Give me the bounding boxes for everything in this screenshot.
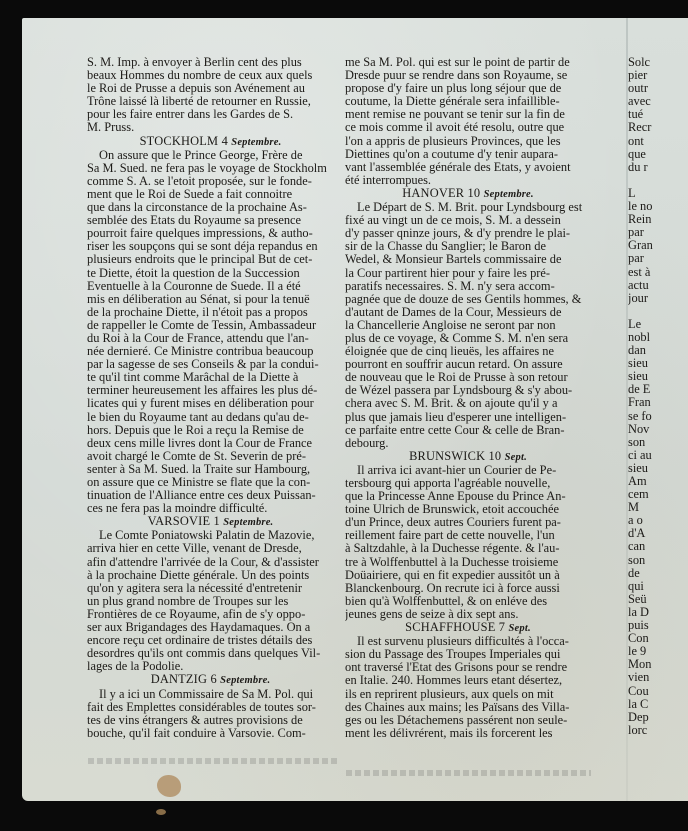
text-line: pourroit faire quelques impressions, & autho-	[87, 227, 313, 241]
text-line: ment que le Roi de Suede a fait connoitre	[87, 187, 293, 201]
text-line: Le Comte Poniatowski Palatin de Mazovie,	[99, 529, 315, 543]
text-line: en Italie. 240. Hommes leurs etant désertez,	[345, 674, 563, 688]
text-line: Frontières de ce Royaume, afin de s'y oppo-	[87, 607, 306, 621]
text-fragment: se fo	[628, 409, 652, 423]
text-fragment: que	[628, 147, 646, 161]
text-line: S. M. Imp. à envoyer à Berlin cent des plus	[87, 56, 302, 69]
dateline-varsovie	[87, 515, 334, 529]
text-line: de la prochaine Diette, il n'étoit pas a propos	[87, 305, 308, 319]
text-line: comme S. A. se l'etoit proposée, sur le fonde-	[87, 174, 312, 188]
text-line: d'un Prince, deux autres Couriers furent pa-	[345, 516, 561, 530]
ink-bleed-through	[346, 770, 591, 776]
text-fragment: par	[628, 252, 644, 266]
text-fragment: pier	[628, 69, 648, 83]
text-line: Il arriva ici avant-hier un Courier de Pe-	[357, 463, 557, 477]
water-stain	[157, 775, 181, 797]
text-line: Diettines qu'on a coutume d'y tenir aupara-	[345, 147, 558, 161]
text-fragment: de	[628, 566, 640, 580]
text-line: propose d'y faire un plus long séjour que de	[345, 82, 562, 96]
text-line: de Wézel passera par Lyndsbourg & s'y abou-	[345, 384, 573, 398]
text-line: bien qu'à Wolffenbuttel, & on enléve des	[345, 594, 548, 608]
text-line: On assure que le Prince George, Frère de	[99, 148, 303, 162]
text-line: ces ne fera pas la moindre difficulté.	[87, 502, 268, 516]
right-column-clipped	[628, 56, 688, 737]
text-line: fait des Emplettes considérables de toutes sor-	[87, 700, 316, 714]
dateline-stockholm	[87, 135, 334, 149]
text-fragment: Rein	[628, 213, 652, 227]
text-fragment: du r	[628, 160, 648, 174]
dateline-city: STOCKHOLM 4	[139, 133, 228, 148]
dateline-city: SCHAFFHOUSE 7	[405, 620, 506, 635]
text-fragment: ont	[628, 134, 644, 148]
text-line: éloignée que de cinq lieuës, les affaires ne	[345, 345, 554, 359]
article-schaffhouse	[345, 635, 591, 740]
text-line: M. Pruss.	[87, 121, 135, 135]
text-line: Trône laissé là liberté de retourner en Russie,	[87, 95, 311, 109]
text-fragment: outr	[628, 82, 648, 96]
dateline-city: BRUNSWICK 10	[409, 448, 502, 463]
text-line: ges ou les Détachemens passérent non seule-	[345, 713, 568, 727]
text-line: desordres qu'ils ont commis dans quelques Vil-	[87, 647, 321, 661]
text-fragment: Solc	[628, 56, 651, 69]
text-line: d'y passer qninze jours, & d'y prendre le plai-	[345, 227, 571, 241]
text-line: deux cens mille livres dont la Cour de France	[87, 436, 313, 450]
text-line: Blanckenbourg. On recrute ici à force aussi	[345, 581, 560, 595]
text-line: des Chaines aux mains; les Païsans des Villa-	[345, 700, 570, 714]
text-line: semblée des Etats du Royaume sa presence	[87, 214, 302, 228]
opening-paragraph	[87, 56, 334, 135]
water-stain-small	[156, 809, 166, 815]
text-line: d'autant de Dames de la Cour, Messieurs de	[345, 305, 562, 319]
text-line: un plus grand nombre de Troupes sur les	[87, 594, 289, 608]
dateline-month: Sept.	[504, 451, 527, 463]
text-line: ce mois comme il avoit été resolu, outre que	[345, 121, 565, 135]
text-line: Doüairiere, qui en fit expedier aussitôt un à	[345, 568, 560, 582]
text-line: riser les soupçons qui se sont déja repandus en	[87, 240, 318, 254]
text-line: que la Princesse Anne Epouse du Prince An-	[345, 490, 566, 504]
dateline-month: Septembre.	[220, 675, 271, 687]
text-line: née dernieré. Ce Ministre contribua beaucoup	[87, 345, 314, 359]
text-line: me Sa M. Pol. qui est sur le point de partir de	[345, 56, 570, 69]
text-line: ser aux Brigandages des Haydamaques. On a	[87, 621, 311, 635]
text-line: mis en déliberation au Sénat, si pour la tenuë	[87, 292, 310, 306]
text-line: Il est survenu plusieurs difficultés à l'occa-	[357, 635, 569, 649]
text-line: terminer heureusement les affaires les plus dé-	[87, 384, 318, 398]
text-fragment: Fran	[628, 396, 651, 410]
text-line: l'on a appris de plusieurs Provinces, que les	[345, 134, 561, 148]
text-line: Il y a ici un Commissaire de Sa M. Pol. qui	[99, 687, 314, 701]
text-fragment: son	[628, 435, 646, 449]
text-fragment: la C	[628, 697, 649, 711]
dateline-month: Septembre.	[483, 188, 534, 200]
text-line: beaux Hommes du nombre de ceux aux quels	[87, 69, 313, 83]
text-fragment: Mon	[628, 658, 652, 672]
text-line: ce parfaite entre cette Cour & celle de Bran-	[345, 423, 565, 437]
paragraph-gap	[628, 305, 688, 318]
text-fragment: Am	[628, 475, 647, 488]
text-fragment: le no	[628, 200, 653, 214]
text-fragment: Nov	[628, 422, 650, 436]
text-line: reillement faire part de cette nouvelle, l'un	[345, 529, 555, 543]
text-line: pour les faire entrer dans les Gardes de S.	[87, 108, 294, 122]
text-line: le bien du Royaume tant au dedans qu'au de-	[87, 410, 309, 424]
text-fragment: la D	[628, 605, 649, 619]
text-line: plus que jamais lieu d'esperer une intelligen-	[345, 410, 567, 424]
text-line: tre à Wolffenbuttel à la Duchesse troisieme	[345, 555, 559, 569]
middle-column	[345, 56, 591, 740]
text-line: été interrompues.	[345, 173, 432, 187]
left-column	[87, 56, 334, 740]
text-line: à Saltzdahle, à la Duchesse régente. & l'au-	[345, 542, 560, 556]
dateline-city: HANOVER 10	[402, 185, 481, 200]
dateline-month: Septembre.	[223, 517, 274, 529]
text-line: avoit chargé le Comte de St. Severin de pré-	[87, 449, 306, 463]
article-dantzig	[87, 688, 334, 740]
text-fragment: de E	[628, 383, 651, 397]
text-line: de rappeller le Comte de Tessin, Ambassadeur	[87, 318, 317, 332]
text-line: fixé au vingt un de ce mois, S. M. a dessein	[345, 214, 561, 228]
text-fragment: puis	[628, 619, 649, 633]
text-line: sir de la Chasse du Sanglier; le Baron de	[345, 240, 546, 254]
text-fragment: cem	[628, 488, 649, 502]
text-line: le Roi de Prusse a depuis son Avénement au	[87, 82, 305, 96]
text-line: bouche, qu'il fait conduire à Varsovie. Com-	[87, 726, 306, 740]
text-line: qu'on y agitera sera la nécessité d'entretenir	[87, 581, 303, 595]
text-fragment: d'A	[628, 527, 646, 541]
text-fragment: vien	[628, 671, 650, 685]
text-line: plusieurs endroits que le principal But de cet-	[87, 253, 313, 267]
text-line: la Cour partirent hier pour y faire les pré-	[345, 266, 551, 280]
text-fragment: M	[628, 501, 640, 515]
text-fragment: jour	[628, 291, 648, 305]
text-line: tinuation de l'Alliance entre ces deux Puissan-	[87, 489, 316, 503]
text-line: paratifs necessaires. S. M. n'y sera accom-	[345, 279, 555, 293]
dateline-city: VARSOVIE 1	[147, 514, 220, 529]
text-fragment: avec	[628, 95, 651, 109]
text-line: Dresde puur se rendre dans son Royaume, se	[345, 69, 568, 83]
paragraph-gap	[628, 174, 688, 187]
text-line: debourg.	[345, 436, 389, 450]
text-line: lages de la Podolie.	[87, 660, 184, 674]
text-line: chera avec S. M. Brit. & on ajoute qu'il y a	[345, 397, 558, 411]
text-line: hors. Depuis que le Roi a reçu la Remise de	[87, 423, 304, 437]
text-fragment: sieu	[628, 370, 648, 384]
text-line: la Chancellerie Angloise ne seront par non	[345, 318, 556, 332]
text-fragment: can	[628, 540, 646, 554]
text-line: ment remise ne pouvant se tenir sur la fin de	[345, 108, 565, 122]
text-line: que dans la circonstance de la prochaine As-	[87, 201, 307, 215]
dateline-brunswick	[345, 450, 591, 464]
text-line: à la prochaine Diette générale. Un des points	[87, 568, 310, 582]
text-fragment: a o	[628, 514, 643, 528]
text-fragment: Dep	[628, 710, 649, 724]
text-line: ment les délivrérent, mais ils forcerent les	[345, 726, 553, 740]
text-line: te qu'il tint comme Marâchal de la Diette à	[87, 371, 299, 385]
article-stockholm	[87, 149, 334, 516]
text-fragment: sieu	[628, 357, 648, 371]
text-line: afin d'attendre l'arrivée de la Cour, & d'assister	[87, 555, 319, 569]
ink-bleed-through	[88, 758, 338, 764]
text-line: pourront en souffrir aucun retard. On assure	[345, 358, 563, 372]
text-fragment: Cou	[628, 684, 649, 698]
text-fragment: Con	[628, 632, 649, 646]
text-line: plus de ce voyage, & Comme S. M. n'en sera	[345, 331, 569, 345]
text-fragment: nobl	[628, 330, 651, 344]
text-line: jeunes gens de seize à dix sept ans.	[345, 607, 519, 621]
dateline-month: Sept.	[508, 623, 531, 635]
text-fragment: Le	[628, 317, 642, 331]
text-fragment: Gran	[628, 239, 653, 253]
continued-paragraph	[345, 56, 591, 187]
text-fragment: Recr	[628, 121, 652, 135]
text-line: sion du Passage des Troupes Imperiales qui	[345, 648, 561, 662]
text-line: arriva hier en cette Ville, venant de Dresde,	[87, 542, 302, 556]
text-fragment: lorc	[628, 723, 648, 737]
text-line: Le Départ de S. M. Brit. pour Lyndsbourg est	[357, 201, 583, 215]
text-line: Sa M. Sued. ne fera pas le voyage de Stockholm	[87, 161, 327, 175]
text-line: du Roi à la Cour de France, attendu que l'an-	[87, 331, 309, 345]
text-fragment: son	[628, 553, 646, 567]
text-line: te Diette, étoit la question de la Succession	[87, 266, 300, 280]
text-line: ils en reprirent plusieurs, aux quels on mit	[345, 687, 554, 701]
text-line: vant l'assemblée générale des Etats, y avoient	[345, 160, 571, 174]
text-line: on assure que ce Ministre se flate que la con-	[87, 476, 311, 489]
text-fragment: qui	[628, 579, 644, 593]
text-line: de nouveau que le Roi de Prusse à son retour	[345, 371, 568, 385]
text-fragment: le 9	[628, 645, 647, 659]
text-fragment: ci au	[628, 448, 652, 462]
dateline-dantzig	[87, 673, 334, 687]
text-line: Wedel, & Monsieur Bartels commissaire de	[345, 253, 562, 267]
text-fragment: tué	[628, 108, 644, 122]
text-line: encore reçu cet ordinaire de tristes détails des	[87, 634, 313, 648]
text-fragment: Seü	[628, 592, 647, 606]
text-line: ont traversé l'Etat des Grisons pour se rendre	[345, 661, 568, 675]
text-fragment: sieu	[628, 461, 648, 475]
text-line: toine Ulrich de Brunswick, etoit accouchée	[345, 503, 560, 517]
article-hanover	[345, 201, 591, 450]
text-line: tes de vins étrangers & autres provisions de	[87, 713, 303, 727]
text-line: coutume, la Diette générale sera infaillible-	[345, 95, 560, 109]
text-fragment: actu	[628, 278, 649, 292]
text-line: Eventuelle à la Couronne de Suede. Il a été	[87, 279, 301, 293]
text-line: tersbourg qui apporta l'agréable nouvelle,	[345, 477, 551, 490]
text-line: par la sagesse de ses Conseils & par la condui-	[87, 358, 319, 372]
dateline-city: DANTZIG 6	[150, 672, 217, 687]
text-fragment: est à	[628, 265, 651, 279]
text-line: licates qui y furent mises en déliberation pour	[87, 397, 314, 411]
text-line: pagnée que de douze de ses Gentils hommes, &	[345, 292, 582, 306]
text-line: senter à Sa M. Sued. la Traite sur Hambourg,	[87, 462, 311, 476]
dateline-month: Septembre.	[231, 136, 282, 148]
text-fragment: dan	[628, 344, 646, 358]
dateline-hanover	[345, 187, 591, 201]
text-fragment: L	[628, 186, 636, 200]
article-brunswick	[345, 464, 591, 621]
dateline-schaffhouse	[345, 621, 591, 635]
article-varsovie	[87, 529, 334, 673]
text-fragment: par	[628, 226, 644, 240]
